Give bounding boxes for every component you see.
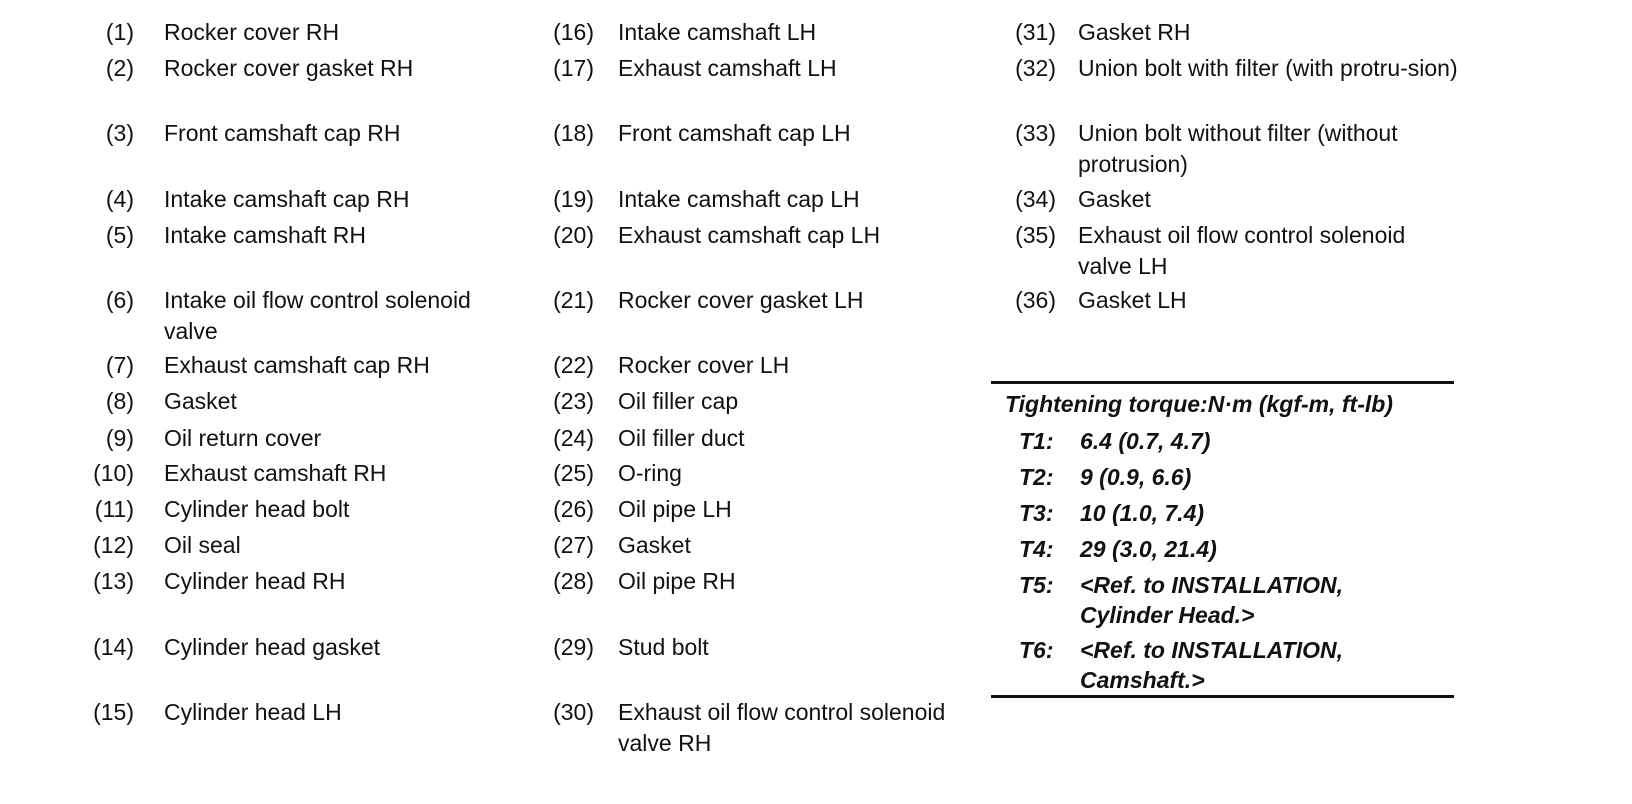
torque-value: 6.4 (0.7, 4.7) [1080,428,1211,454]
torque-value: 9 (0.9, 6.6) [1080,464,1192,490]
item-label: Gasket [618,532,691,558]
torque-value: 10 (1.0, 7.4) [1080,500,1205,526]
item-number: (35) [1015,222,1056,248]
item-number: (28) [553,568,594,594]
item-number: (13) [93,568,134,594]
item-number: (36) [1015,287,1056,313]
item-number: (29) [553,634,594,660]
item-number: (6) [105,287,134,313]
item-number: (32) [1015,55,1056,81]
item-label: Front camshaft cap RH [164,120,401,146]
item-label: Oil filler cap [618,388,739,414]
item-label: O-ring [618,460,682,486]
item-number: (7) [105,352,134,378]
item-label: Rocker cover RH [164,19,340,45]
torque-label: T5: [1019,572,1054,598]
torque-label: T6: [1019,637,1054,663]
item-label: Intake camshaft cap RH [164,186,410,212]
item-number: (30) [553,699,594,725]
item-label: Cylinder head LH [164,699,342,725]
item-number: (1) [105,19,134,45]
item-number: (10) [93,460,134,486]
item-label: Oil return cover [164,425,322,451]
torque-label: T1: [1019,428,1054,454]
item-label: Oil pipe RH [618,568,736,594]
item-number: (24) [553,425,594,451]
torque-label: T3: [1019,500,1054,526]
item-number: (5) [105,222,134,248]
item-label: Intake oil flow control solenoid valve [164,287,471,344]
tightening-torque-table [991,381,1454,698]
item-label: Cylinder head RH [164,568,346,594]
item-number: (14) [93,634,134,660]
item-label: Exhaust camshaft cap RH [164,352,430,378]
item-number: (33) [1015,120,1056,146]
item-label: Oil pipe LH [618,496,732,522]
item-number: (3) [105,120,134,146]
item-label: Exhaust oil flow control solenoid valve RH [618,699,946,756]
torque-value: <Ref. to INSTALLATION, Camshaft.> [1080,637,1343,693]
item-label: Oil filler duct [618,425,745,451]
item-number: (25) [553,460,594,486]
item-number: (19) [553,186,594,212]
item-number: (22) [553,352,594,378]
item-label: Gasket LH [1078,287,1187,313]
item-number: (8) [105,388,134,414]
item-number: (11) [94,496,134,522]
item-label: Gasket [1078,186,1151,212]
item-label: Exhaust camshaft LH [618,55,837,81]
torque-value: <Ref. to INSTALLATION, Cylinder Head.> [1080,572,1343,628]
torque-label: T4: [1019,536,1054,562]
item-label: Intake camshaft RH [164,222,366,248]
item-label: Union bolt without filter (without protrusion) [1078,120,1398,177]
item-label: Rocker cover gasket LH [618,287,864,313]
item-label: Intake camshaft cap LH [618,186,860,212]
item-label: Union bolt with filter (with protru-sion) [1078,55,1458,81]
item-label: Cylinder head gasket [164,634,381,660]
item-label: Exhaust camshaft RH [164,460,387,486]
item-label: Front camshaft cap LH [618,120,851,146]
item-number: (2) [105,55,134,81]
torque-value: 29 (3.0, 21.4) [1080,536,1217,562]
item-number: (18) [553,120,594,146]
item-number: (16) [553,19,594,45]
item-number: (31) [1015,19,1056,45]
item-label: Stud bolt [618,634,709,660]
item-number: (4) [105,186,134,212]
item-label: Cylinder head bolt [164,496,350,522]
item-label: Gasket RH [1078,19,1191,45]
item-number: (21) [553,287,594,313]
item-label: Rocker cover LH [618,352,790,378]
item-label: Intake camshaft LH [618,19,817,45]
item-label: Oil seal [164,532,241,558]
item-label: Gasket [164,388,237,414]
item-number: (9) [105,425,134,451]
item-number: (17) [553,55,594,81]
item-number: (15) [93,699,134,725]
item-label: Rocker cover gasket RH [164,55,414,81]
torque-label: T2: [1019,464,1054,490]
item-number: (12) [93,532,134,558]
item-number: (26) [553,496,594,522]
item-label: Exhaust camshaft cap LH [618,222,881,248]
torque-table-title: Tightening torque:N·m (kgf-m, ft-lb) [1005,391,1393,417]
item-number: (34) [1015,186,1056,212]
item-number: (20) [553,222,594,248]
item-number: (27) [553,532,594,558]
item-label: Exhaust oil flow control solenoid valve LH [1078,222,1406,279]
item-number: (23) [553,388,594,414]
